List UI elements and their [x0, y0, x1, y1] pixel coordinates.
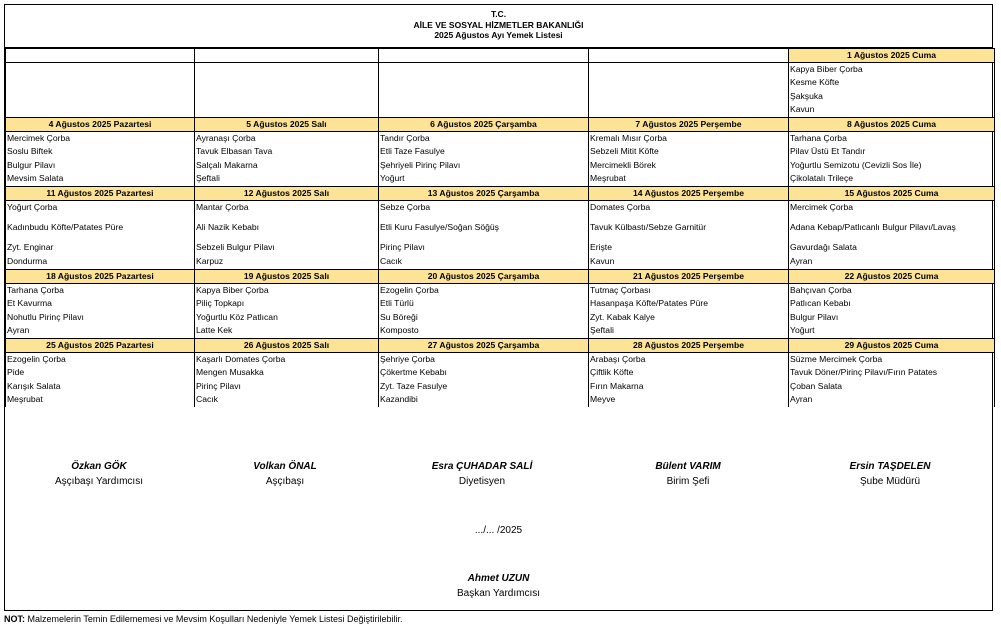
menu-table [5, 48, 995, 407]
menu-item: Domates Çorba [590, 202, 651, 212]
week-menu-row [6, 132, 995, 187]
menu-item: Yoğurtlu Semizotu (Cevizli Sos İle) [790, 159, 922, 170]
day-menu-cell [195, 132, 379, 187]
day-menu-cell [789, 284, 995, 339]
day-date-header: 8 Ağustos 2025 Cuma [789, 118, 995, 132]
menu-item: Mercimekli Börek [590, 159, 656, 170]
menu-item: Ayran [790, 394, 813, 405]
day-menu-cell [789, 201, 995, 270]
menu-item: Fırın Makarna [590, 380, 644, 391]
day-date-header: 6 Ağustos 2025 Çarşamba [379, 118, 589, 132]
menu-item: Zyt. Taze Fasulye [380, 380, 448, 391]
day-date-header: 28 Ağustos 2025 Perşembe [589, 339, 789, 353]
menu-item: Adana Kebap/Patlıcanlı Bulgur Pilavı/Lavaş [790, 222, 956, 233]
menu-item: Yoğurt [790, 325, 815, 336]
day-menu-cell [789, 353, 995, 408]
note-text: Malzemelerin Temin Edilememesi ve Mevsim Koşulları Nedeniyle Yemek Listesi Değiştirilebilir. [25, 614, 403, 624]
menu-item: Pide [7, 367, 25, 378]
day-menu-cell [589, 63, 789, 118]
menu-item: Mantar Çorba [196, 202, 249, 212]
day-date-header: 13 Ağustos 2025 Çarşamba [379, 187, 589, 201]
menu-item: Karışık Salata [7, 380, 61, 391]
menu-item: Kaşarlı Domates Çorba [196, 354, 286, 364]
menu-item: Pilav Üstü Et Tandır [790, 146, 866, 157]
day-menu-cell [6, 284, 195, 339]
day-menu-cell [195, 353, 379, 408]
date-line: .../... /2025 [474, 525, 523, 536]
menu-item: Arabaşı Çorba [590, 354, 646, 364]
day-date-header: 5 Ağustos 2025 Salı [195, 118, 379, 132]
signature-name: Esra ÇUHADAR SALİ [431, 461, 533, 472]
menu-item: Tavuk Külbastı/Sebze Garnitür [590, 222, 707, 233]
week-header-row [6, 339, 995, 353]
approver-name: Ahmet UZUN [467, 573, 530, 584]
menu-item: Kavun [590, 255, 615, 266]
menu-item: Süzme Mercimek Çorba [790, 354, 883, 364]
day-date-header: 29 Ağustos 2025 Cuma [789, 339, 995, 353]
menu-item: Ayranaşı Çorba [196, 133, 256, 143]
day-date-header: 15 Ağustos 2025 Cuma [789, 187, 995, 201]
signature-block [790, 459, 990, 489]
day-menu-cell [6, 63, 195, 118]
week-menu-row [6, 284, 995, 339]
day-date-header: 4 Ağustos 2025 Pazartesi [6, 118, 195, 132]
menu-item: Çoban Salata [790, 380, 843, 391]
menu-item: Ayran [790, 255, 813, 266]
week-menu-row [6, 353, 995, 408]
signature-title: Şube Müdürü [859, 476, 921, 487]
menu-item: Nohutlu Pirinç Pilavı [7, 311, 84, 322]
header-line-2: AİLE VE SOSYAL HİZMETLER BAKANLIĞI [413, 19, 584, 30]
signature-name: Ersin TAŞDELEN [849, 461, 931, 472]
menu-item: Tavuk Elbasan Tava [196, 146, 273, 157]
day-menu-cell [789, 63, 995, 118]
day-date-header: 14 Ağustos 2025 Perşembe [589, 187, 789, 201]
day-date-header: 27 Ağustos 2025 Çarşamba [379, 339, 589, 353]
menu-item: Tavuk Döner/Pirinç Pilavı/Fırın Patates [790, 367, 938, 378]
menu-item: Latte Kek [196, 325, 233, 336]
day-date-header: 1 Ağustos 2025 Cuma [789, 49, 995, 63]
week-header-row [6, 187, 995, 201]
menu-item: Ezogelin Çorba [7, 354, 66, 364]
day-menu-cell [589, 132, 789, 187]
menu-item: Çikolatalı Trileçe [790, 173, 854, 184]
day-menu-cell [379, 353, 589, 408]
menu-item: Kapya Biber Çorba [790, 64, 863, 74]
day-date-header: 20 Ağustos 2025 Çarşamba [379, 270, 589, 284]
menu-item: Yoğurt Çorba [7, 202, 58, 212]
menu-item: Çökertme Kebabı [380, 367, 447, 378]
menu-item: Ezogelin Çorba [380, 285, 439, 295]
day-menu-cell [379, 63, 589, 118]
menu-item: Ayran [7, 325, 30, 336]
menu-item: Gavurdağı Salata [790, 242, 857, 253]
day-date-header: 11 Ağustos 2025 Pazartesi [6, 187, 195, 201]
menu-item: Sebzeli Bulgur Pilavı [196, 242, 275, 253]
menu-item: Şeftali [196, 173, 220, 184]
signature-title: Diyetisyen [458, 476, 506, 487]
menu-item: Su Böreği [380, 311, 418, 322]
menu-item: Zyt. Enginar [7, 242, 54, 253]
footer-note [4, 614, 402, 624]
day-date-header [379, 49, 589, 63]
signature-name: Özkan GÖK [71, 461, 127, 472]
day-date-header [6, 49, 195, 63]
menu-item: Kremalı Mısır Çorba [590, 133, 667, 143]
day-date-header: 7 Ağustos 2025 Perşembe [589, 118, 789, 132]
menu-item: Kesme Köfte [790, 77, 840, 88]
day-menu-cell [589, 353, 789, 408]
approver-block [5, 571, 992, 601]
menu-item: Et Kavurma [7, 298, 52, 309]
week-header-row [6, 270, 995, 284]
menu-item: Hasanpaşa Köfte/Patates Püre [590, 298, 709, 309]
week-menu-row [6, 63, 995, 118]
menu-item: Meşrubat [7, 394, 43, 405]
menu-item: Kazandibi [380, 394, 418, 405]
day-date-header: 25 Ağustos 2025 Pazartesi [6, 339, 195, 353]
day-date-header: 18 Ağustos 2025 Pazartesi [6, 270, 195, 284]
menu-item: Tarhana Çorba [7, 285, 64, 295]
menu-item: Mengen Musakka [196, 367, 264, 378]
menu-item: Tutmaç Çorbası [590, 285, 651, 295]
day-date-header: 26 Ağustos 2025 Salı [195, 339, 379, 353]
menu-item: Piliç Topkapı [196, 298, 245, 309]
menu-item: Mercimek Çorba [790, 202, 854, 212]
menu-item: Kavun [790, 104, 815, 115]
day-menu-cell [589, 284, 789, 339]
signature-title: Birim Şefi [666, 476, 710, 487]
document-header [5, 5, 992, 48]
menu-item: Bulgur Pilavı [790, 311, 839, 322]
day-date-header [195, 49, 379, 63]
menu-item: Şakşuka [790, 90, 823, 101]
menu-item: Erişte [590, 242, 612, 253]
menu-item: Dondurma [7, 255, 48, 266]
signature-block [382, 459, 582, 489]
menu-item: Tarhana Çorba [790, 133, 847, 143]
menu-item: Bulgur Pilavı [7, 159, 56, 170]
day-menu-cell [589, 201, 789, 270]
signature-block [0, 459, 199, 489]
menu-item: Sebze Çorba [380, 202, 431, 212]
menu-item: Ali Nazik Kebabı [196, 222, 260, 233]
menu-item: Mevsim Salata [7, 173, 64, 184]
day-menu-cell [379, 201, 589, 270]
menu-item: Şehriye Çorba [380, 354, 435, 364]
header-line-1: T.C. [490, 9, 507, 19]
day-date-header: 22 Ağustos 2025 Cuma [789, 270, 995, 284]
menu-item: Komposto [380, 325, 419, 336]
menu-item: Meyve [590, 394, 616, 405]
menu-sheet [4, 4, 993, 611]
menu-item: Soslu Biftek [7, 146, 53, 157]
menu-item: Pirinç Pilavı [380, 242, 425, 253]
menu-item: Şehriyeli Pirinç Pilavı [380, 159, 461, 170]
signature-title: Aşçıbaşı [265, 476, 305, 487]
signature-block [588, 459, 788, 489]
menu-item: Kapya Biber Çorba [196, 285, 269, 295]
week-menu-row [6, 201, 995, 270]
menu-item: Mercimek Çorba [7, 133, 71, 143]
week-header-row [6, 49, 995, 63]
menu-item: Etli Türlü [380, 298, 414, 309]
menu-item: Yoğurt [380, 173, 405, 184]
day-menu-cell [379, 132, 589, 187]
menu-item: Etli Taze Fasulye [380, 146, 445, 157]
day-menu-cell [195, 201, 379, 270]
menu-item: Etli Kuru Fasulye/Soğan Söğüş [380, 222, 499, 233]
menu-item: Meşrubat [590, 173, 626, 184]
menu-item: Zyt. Kabak Kalye [590, 311, 655, 322]
day-menu-cell [6, 353, 195, 408]
note-label: NOT: [4, 614, 25, 624]
menu-item: Cacık [196, 394, 218, 405]
signature-block [185, 459, 385, 489]
signature-name: Bülent VARIM [655, 461, 721, 472]
menu-item: Kadınbudu Köfte/Patates Püre [7, 222, 124, 233]
menu-item: Pirinç Pilavı [196, 380, 241, 391]
day-date-header: 21 Ağustos 2025 Perşembe [589, 270, 789, 284]
day-menu-cell [379, 284, 589, 339]
menu-item: Bahçıvan Çorba [790, 285, 852, 295]
day-menu-cell [6, 132, 195, 187]
day-date-header: 19 Ağustos 2025 Salı [195, 270, 379, 284]
menu-item: Sebzeli Mitit Köfte [590, 146, 659, 157]
menu-item: Patlıcan Kebabı [790, 298, 851, 309]
signature-name: Volkan ÖNAL [253, 461, 317, 472]
day-menu-cell [789, 132, 995, 187]
menu-item: Çiftlik Köfte [590, 367, 634, 378]
day-menu-cell [195, 284, 379, 339]
day-date-header: 12 Ağustos 2025 Salı [195, 187, 379, 201]
day-date-header [589, 49, 789, 63]
approver-title: Başkan Yardımcısı [457, 588, 540, 599]
signature-title: Aşçıbaşı Yardımcısı [55, 476, 143, 487]
day-menu-cell [195, 63, 379, 118]
menu-item: Tandır Çorba [380, 133, 430, 143]
day-menu-cell [6, 201, 195, 270]
menu-item: Cacık [380, 255, 402, 266]
menu-item: Şeftali [590, 325, 614, 336]
menu-item: Karpuz [196, 255, 224, 266]
menu-item: Yoğurtlu Köz Patlıcan [196, 311, 278, 322]
week-header-row [6, 118, 995, 132]
menu-item: Salçalı Makarna [196, 159, 258, 170]
header-line-3: 2025 Ağustos Ayı Yemek Listesi [434, 30, 563, 40]
